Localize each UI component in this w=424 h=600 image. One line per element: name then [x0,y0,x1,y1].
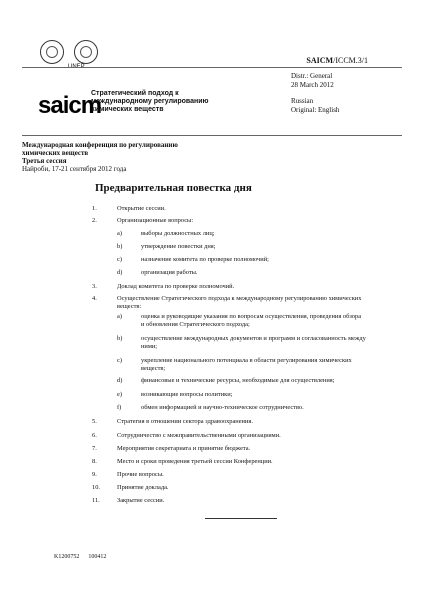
item-text: финансовые и технические ресурсы, необходимые для осуществления; [141,377,335,384]
item-number: a) [117,313,122,320]
item-number: d) [117,377,123,384]
item-number: 6. [92,432,97,439]
item-text: укрепление национального потенциала в области регулирования химических веществ; [141,357,352,372]
meeting-info: Международная конференция по регулированию химических веществ Третья сессия Найроби, 17-21 сентября 2012 года [22,141,178,173]
item-text: Организационные вопросы: [117,217,194,224]
item-number: 7. [92,445,97,452]
item-number: f) [117,404,122,411]
agenda-title: Предварительная повестка дня [95,182,252,194]
item-number: a) [117,230,122,237]
item-number: 8. [92,458,97,465]
un-emblem-icon [40,40,64,64]
item-number: 10. [92,484,100,491]
item-text: Доклад комитета по проверке полномочий. [117,283,235,290]
header-rule [22,67,402,68]
item-number: b) [117,335,123,342]
item-text: возникающие вопросы политики; [141,391,233,398]
item-number: 5. [92,418,97,425]
item-text: Стратегия в отношении сектора здравоохранения. [117,418,253,425]
document-symbol: SAICM/ICCM.3/1 [306,56,368,65]
item-text: организация работы. [141,269,198,276]
item-number: d) [117,269,123,276]
item-text: Открытие сессии. [117,205,166,212]
item-text: Закрытие сессии. [117,497,165,504]
item-text: оценка и руководящие указания по вопросам осуществления, проведения обзора и обновления Стратегического подхода; [141,313,362,328]
item-text: Осуществление Стратегического подхода к международному регулированию химических веществ: [117,295,362,310]
item-text: осуществление международных документов и программ и согласованность между ними; [141,335,366,350]
saicm-logo: saicm [38,92,102,119]
item-text: выборы должностных лиц; [141,230,215,237]
item-text: Принятие доклада. [117,484,169,491]
saicm-title: Стратегический подход к международному регулированию химических веществ [91,90,209,113]
item-number: 9. [92,471,97,478]
item-number: 4. [92,295,97,302]
item-text: Прочие вопросы. [117,471,164,478]
item-number: e) [117,391,122,398]
item-number: b) [117,243,123,250]
footer: K1200752 100412 [54,554,107,560]
item-text: Место и сроки проведения третьей сессии Конференции. [117,458,273,465]
end-separator [205,518,277,519]
item-text: Сотрудничество с межправительственными организациями. [117,432,281,439]
item-text: утверждение повестки дня; [141,243,216,250]
item-text: обмен информацией и научно-техническое сотрудничество. [141,404,304,411]
item-text: Мероприятия секретариата и принятие бюджета. [117,445,251,452]
item-number: 11. [92,497,100,504]
item-text: назначение комитета по проверке полномочий; [141,256,269,263]
meeting-rule [22,135,402,136]
item-number: c) [117,256,122,263]
item-number: 2. [92,217,97,224]
unep-emblem-icon [74,40,98,64]
item-number: 1. [92,205,97,212]
item-number: c) [117,357,122,364]
distribution-info: Distr.: General 28 March 2012 Russian Original: English [291,72,340,114]
item-number: 3. [92,283,97,290]
